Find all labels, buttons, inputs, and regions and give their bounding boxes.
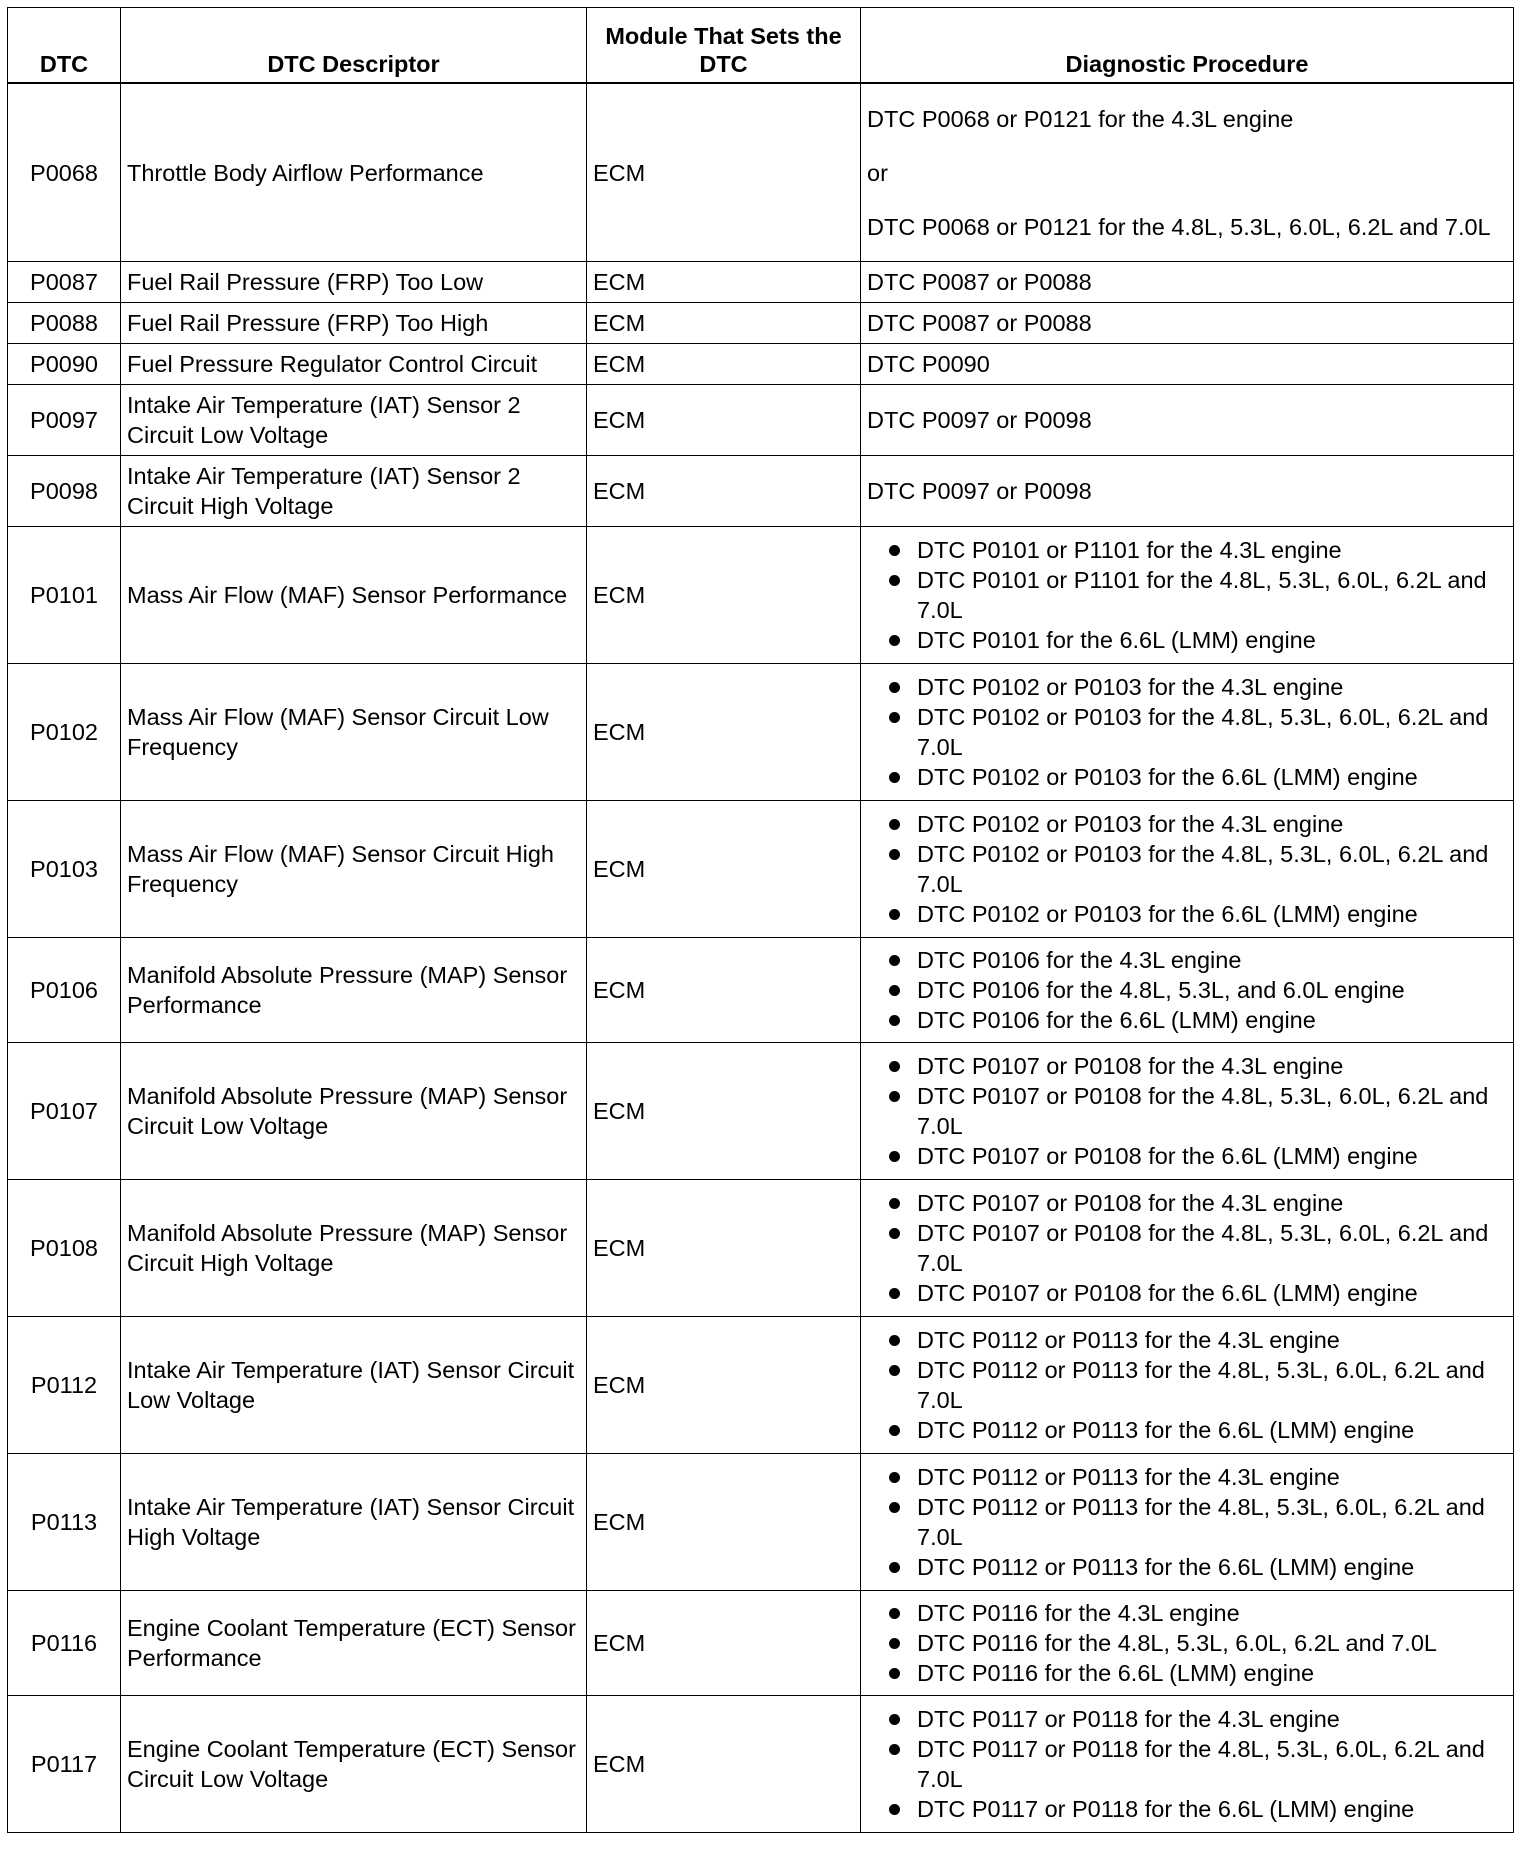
procedure-list-item xyxy=(867,1081,1507,1141)
bullet-icon xyxy=(889,1638,900,1649)
procedure-link[interactable]: DTC P0102 or P0103 for the 6.6L (LMM) engine xyxy=(917,901,1418,927)
procedure-link[interactable]: DTC P0102 or P0103 for the 4.3L engine xyxy=(917,674,1344,700)
bullet-icon xyxy=(889,1151,900,1162)
procedure-link[interactable]: DTC P0068 or P0121 for the 4.8L, 5.3L, 6.0L, 6.2L and 7.0L xyxy=(867,213,1491,240)
module-cell: ECM xyxy=(587,385,861,456)
dtc-descriptor-cell: Intake Air Temperature (IAT) Sensor 2 Circuit Low Voltage xyxy=(121,385,587,456)
diagnostic-procedure-cell xyxy=(861,1317,1514,1454)
procedure-link[interactable]: DTC P0107 or P0108 for the 4.8L, 5.3L, 6.0L, 6.2L and 7.0L xyxy=(917,1220,1489,1276)
table-row xyxy=(8,801,1514,938)
procedure-list-item xyxy=(867,1188,1507,1218)
dtc-descriptor-cell: Fuel Rail Pressure (FRP) Too High xyxy=(121,303,587,344)
bullet-icon xyxy=(889,1744,900,1755)
procedure-list-item xyxy=(867,975,1507,1005)
bullet-icon xyxy=(889,1198,900,1209)
procedure-list-item xyxy=(867,1141,1507,1171)
procedure-link[interactable]: DTC P0112 or P0113 for the 6.6L (LMM) engine xyxy=(917,1417,1415,1443)
table-row xyxy=(8,664,1514,801)
bullet-icon xyxy=(889,955,900,966)
bullet-icon xyxy=(889,1608,900,1619)
table-row xyxy=(8,344,1514,385)
header-procedure: Diagnostic Procedure xyxy=(861,8,1514,84)
procedure-link[interactable]: DTC P0090 xyxy=(867,351,990,377)
module-cell: ECM xyxy=(587,1454,861,1591)
dtc-code-cell: P0098 xyxy=(8,456,121,527)
bullet-icon xyxy=(889,985,900,996)
procedure-link[interactable]: DTC P0107 or P0108 for the 6.6L (LMM) engine xyxy=(917,1143,1418,1169)
table-header-row xyxy=(8,8,1514,84)
diagnostic-procedure-cell xyxy=(861,385,1514,456)
dtc-descriptor-cell: Manifold Absolute Pressure (MAP) Sensor Circuit High Voltage xyxy=(121,1180,587,1317)
table-row xyxy=(8,456,1514,527)
dtc-descriptor-cell: Intake Air Temperature (IAT) Sensor 2 Circuit High Voltage xyxy=(121,456,587,527)
dtc-descriptor-cell: Intake Air Temperature (IAT) Sensor Circuit Low Voltage xyxy=(121,1317,587,1454)
procedure-list-item xyxy=(867,535,1507,565)
diagnostic-procedure-cell xyxy=(861,527,1514,664)
dtc-code-cell: P0106 xyxy=(8,938,121,1043)
table-row xyxy=(8,83,1514,262)
dtc-code-cell: P0087 xyxy=(8,262,121,303)
bullet-icon xyxy=(889,772,900,783)
module-cell: ECM xyxy=(587,938,861,1043)
dtc-descriptor-cell: Engine Coolant Temperature (ECT) Sensor Circuit Low Voltage xyxy=(121,1696,587,1833)
procedure-link[interactable]: DTC P0107 or P0108 for the 6.6L (LMM) engine xyxy=(917,1280,1418,1306)
procedure-link[interactable]: DTC P0112 or P0113 for the 4.3L engine xyxy=(917,1464,1340,1490)
procedure-link[interactable]: DTC P0107 or P0108 for the 4.8L, 5.3L, 6.0L, 6.2L and 7.0L xyxy=(917,1083,1489,1139)
procedure-link[interactable]: DTC P0097 or P0098 xyxy=(867,407,1092,433)
bullet-icon xyxy=(889,1015,900,1026)
module-cell: ECM xyxy=(587,801,861,938)
procedure-list xyxy=(867,1704,1507,1824)
bullet-icon xyxy=(889,1061,900,1072)
procedure-list-item xyxy=(867,1051,1507,1081)
procedure-link[interactable]: DTC P0087 or P0088 xyxy=(867,269,1092,295)
diagnostic-procedure-cell xyxy=(861,801,1514,938)
procedure-link[interactable]: DTC P0112 or P0113 for the 4.8L, 5.3L, 6.0L, 6.2L and 7.0L xyxy=(917,1494,1485,1550)
diagnostic-procedure-cell xyxy=(861,1591,1514,1696)
procedure-list-item xyxy=(867,1794,1507,1824)
module-cell: ECM xyxy=(587,1317,861,1454)
procedure-link[interactable]: DTC P0112 or P0113 for the 4.8L, 5.3L, 6.0L, 6.2L and 7.0L xyxy=(917,1357,1485,1413)
dtc-code-cell: P0113 xyxy=(8,1454,121,1591)
diagnostic-procedure-cell xyxy=(861,1180,1514,1317)
bullet-icon xyxy=(889,909,900,920)
bullet-icon xyxy=(889,1804,900,1815)
header-module: Module That Sets the DTC xyxy=(587,8,861,84)
procedure-list xyxy=(867,1188,1507,1308)
dtc-code-cell: P0103 xyxy=(8,801,121,938)
procedure-link[interactable]: DTC P0116 for the 6.6L (LMM) engine xyxy=(917,1660,1315,1686)
dtc-descriptor-cell: Engine Coolant Temperature (ECT) Sensor Performance xyxy=(121,1591,587,1696)
module-cell: ECM xyxy=(587,527,861,664)
procedure-link[interactable]: DTC P0102 or P0103 for the 4.8L, 5.3L, 6.0L, 6.2L and 7.0L xyxy=(917,841,1489,897)
procedure-list-item xyxy=(867,762,1507,792)
procedure-list-item xyxy=(867,1355,1507,1415)
module-cell: ECM xyxy=(587,664,861,801)
module-cell: ECM xyxy=(587,456,861,527)
table-row xyxy=(8,1043,1514,1180)
procedure-list-item xyxy=(867,1492,1507,1552)
procedure-text-block xyxy=(867,401,1507,439)
table-row xyxy=(8,262,1514,303)
procedure-link[interactable]: DTC P0102 or P0103 for the 6.6L (LMM) engine xyxy=(917,764,1418,790)
procedure-text-block xyxy=(867,304,1507,342)
procedure-list-item xyxy=(867,1598,1507,1628)
procedure-list-item xyxy=(867,809,1507,839)
diagnostic-procedure-cell xyxy=(861,938,1514,1043)
dtc-descriptor-cell: Intake Air Temperature (IAT) Sensor Circuit High Voltage xyxy=(121,1454,587,1591)
procedure-list xyxy=(867,1598,1507,1688)
table-body xyxy=(8,83,1514,1833)
procedure-list xyxy=(867,672,1507,792)
procedure-link[interactable]: DTC P0112 or P0113 for the 4.3L engine xyxy=(917,1327,1340,1353)
table-row xyxy=(8,1696,1514,1833)
dtc-descriptor-cell: Mass Air Flow (MAF) Sensor Circuit High Frequency xyxy=(121,801,587,938)
procedure-link[interactable]: DTC P0106 for the 6.6L (LMM) engine xyxy=(917,1007,1316,1033)
procedure-link[interactable]: DTC P0106 for the 4.3L engine xyxy=(917,947,1242,973)
module-cell: ECM xyxy=(587,262,861,303)
procedure-list-item xyxy=(867,565,1507,625)
dtc-code-cell: P0088 xyxy=(8,303,121,344)
dtc-code-cell: P0101 xyxy=(8,527,121,664)
procedure-link[interactable]: DTC P0117 or P0118 for the 4.8L, 5.3L, 6.0L, 6.2L and 7.0L xyxy=(917,1736,1485,1792)
table-row xyxy=(8,938,1514,1043)
procedure-list-item xyxy=(867,1278,1507,1308)
procedure-link[interactable]: DTC P0101 or P1101 for the 4.8L, 5.3L, 6.0L, 6.2L and 7.0L xyxy=(917,567,1487,623)
bullet-icon xyxy=(889,1502,900,1513)
dtc-code-cell: P0097 xyxy=(8,385,121,456)
dtc-descriptor-cell: Throttle Body Airflow Performance xyxy=(121,83,587,262)
procedure-list-item xyxy=(867,625,1507,655)
module-cell: ECM xyxy=(587,303,861,344)
procedure-list-item xyxy=(867,1552,1507,1582)
procedure-link[interactable]: DTC P0116 for the 4.3L engine xyxy=(917,1600,1240,1626)
spacer xyxy=(867,188,1507,212)
procedure-list-item xyxy=(867,839,1507,899)
table-row xyxy=(8,1591,1514,1696)
procedure-list-item xyxy=(867,1628,1507,1658)
procedure-list xyxy=(867,1051,1507,1171)
procedure-list-item xyxy=(867,1658,1507,1688)
module-cell: ECM xyxy=(587,1180,861,1317)
diagnostic-procedure-cell xyxy=(861,83,1514,262)
diagnostic-procedure-cell xyxy=(861,344,1514,385)
dtc-code-cell: P0102 xyxy=(8,664,121,801)
bullet-icon xyxy=(889,849,900,860)
procedure-list xyxy=(867,535,1507,655)
procedure-list-item xyxy=(867,1218,1507,1278)
diagnostic-procedure-cell xyxy=(861,1043,1514,1180)
dtc-descriptor-cell: Manifold Absolute Pressure (MAP) Sensor Circuit Low Voltage xyxy=(121,1043,587,1180)
table-row xyxy=(8,1317,1514,1454)
procedure-list xyxy=(867,1325,1507,1445)
procedure-text-block xyxy=(867,100,1507,246)
bullet-icon xyxy=(889,1091,900,1102)
procedure-link[interactable]: DTC P0102 or P0103 for the 4.8L, 5.3L, 6.0L, 6.2L and 7.0L xyxy=(917,704,1489,760)
table-row xyxy=(8,527,1514,664)
procedure-list-item xyxy=(867,945,1507,975)
diagnostic-procedure-cell xyxy=(861,664,1514,801)
procedure-link[interactable]: DTC P0068 or P0121 for the 4.3L engine xyxy=(867,105,1294,132)
bullet-icon xyxy=(889,1288,900,1299)
procedure-list-item xyxy=(867,1704,1507,1734)
dtc-code-cell: P0117 xyxy=(8,1696,121,1833)
procedure-list-item xyxy=(867,1415,1507,1445)
dtc-descriptor-cell: Manifold Absolute Pressure (MAP) Sensor Performance xyxy=(121,938,587,1043)
procedure-list xyxy=(867,1462,1507,1582)
module-cell: ECM xyxy=(587,344,861,385)
procedure-list xyxy=(867,809,1507,929)
dtc-code-cell: P0116 xyxy=(8,1591,121,1696)
bullet-icon xyxy=(889,682,900,693)
bullet-icon xyxy=(889,1714,900,1725)
procedure-text-block xyxy=(867,345,1507,383)
procedure-link[interactable]: DTC P0117 or P0118 for the 6.6L (LMM) engine xyxy=(917,1796,1415,1822)
bullet-icon xyxy=(889,1668,900,1679)
table-row xyxy=(8,1180,1514,1317)
bullet-icon xyxy=(889,545,900,556)
dtc-descriptor-cell: Fuel Rail Pressure (FRP) Too Low xyxy=(121,262,587,303)
dtc-code-cell: P0108 xyxy=(8,1180,121,1317)
procedure-list-item xyxy=(867,1325,1507,1355)
dtc-code-cell: P0107 xyxy=(8,1043,121,1180)
dtc-descriptor-cell: Mass Air Flow (MAF) Sensor Circuit Low Frequency xyxy=(121,664,587,801)
diagnostic-procedure-cell xyxy=(861,303,1514,344)
table-row xyxy=(8,303,1514,344)
procedure-link[interactable]: DTC P0097 or P0098 xyxy=(867,478,1092,504)
procedure-link[interactable]: DTC P0117 or P0118 for the 4.3L engine xyxy=(917,1706,1340,1732)
procedure-list xyxy=(867,945,1507,1035)
bullet-icon xyxy=(889,819,900,830)
procedure-link[interactable]: DTC P0112 or P0113 for the 6.6L (LMM) engine xyxy=(917,1554,1415,1580)
table-row xyxy=(8,385,1514,456)
diagnostic-procedure-cell xyxy=(861,1454,1514,1591)
bullet-icon xyxy=(889,712,900,723)
bullet-icon xyxy=(889,1562,900,1573)
procedure-link[interactable]: DTC P0107 or P0108 for the 4.3L engine xyxy=(917,1190,1344,1216)
procedure-link[interactable]: DTC P0101 for the 6.6L (LMM) engine xyxy=(917,627,1316,653)
procedure-link[interactable]: DTC P0087 or P0088 xyxy=(867,310,1092,336)
procedure-link[interactable]: DTC P0116 for the 4.8L, 5.3L, 6.0L, 6.2L and 7.0L xyxy=(917,1630,1437,1656)
procedure-list-item xyxy=(867,899,1507,929)
header-descriptor: DTC Descriptor xyxy=(121,8,587,84)
table-row xyxy=(8,1454,1514,1591)
bullet-icon xyxy=(889,1228,900,1239)
procedure-list-item xyxy=(867,1005,1507,1035)
dtc-code-cell: P0068 xyxy=(8,83,121,262)
procedure-link[interactable]: DTC P0101 or P1101 for the 4.3L engine xyxy=(917,537,1342,563)
dtc-descriptor-cell: Mass Air Flow (MAF) Sensor Performance xyxy=(121,527,587,664)
procedure-link[interactable]: DTC P0107 or P0108 for the 4.3L engine xyxy=(917,1053,1344,1079)
module-cell: ECM xyxy=(587,1043,861,1180)
header-dtc: DTC xyxy=(8,8,121,84)
procedure-text-block xyxy=(867,263,1507,301)
procedure-list-item xyxy=(867,1462,1507,1492)
diagnostic-procedure-cell xyxy=(861,262,1514,303)
bullet-icon xyxy=(889,635,900,646)
diagnostic-procedure-cell xyxy=(861,1696,1514,1833)
dtc-code-cell: P0090 xyxy=(8,344,121,385)
procedure-link[interactable]: DTC P0102 or P0103 for the 4.3L engine xyxy=(917,811,1344,837)
module-cell: ECM xyxy=(587,83,861,262)
module-cell: ECM xyxy=(587,1591,861,1696)
diagnostic-procedure-cell xyxy=(861,456,1514,527)
spacer xyxy=(867,134,1507,158)
dtc-descriptor-cell: Fuel Pressure Regulator Control Circuit xyxy=(121,344,587,385)
procedure-text-block xyxy=(867,472,1507,510)
dtc-code-cell: P0112 xyxy=(8,1317,121,1454)
bullet-icon xyxy=(889,1335,900,1346)
bullet-icon xyxy=(889,1425,900,1436)
procedure-list-item xyxy=(867,672,1507,702)
procedure-list-item xyxy=(867,702,1507,762)
module-cell: ECM xyxy=(587,1696,861,1833)
procedure-separator: or xyxy=(867,159,888,186)
bullet-icon xyxy=(889,575,900,586)
procedure-list-item xyxy=(867,1734,1507,1794)
bullet-icon xyxy=(889,1365,900,1376)
procedure-link[interactable]: DTC P0106 for the 4.8L, 5.3L, and 6.0L engine xyxy=(917,977,1405,1003)
dtc-table xyxy=(7,7,1514,1833)
bullet-icon xyxy=(889,1472,900,1483)
